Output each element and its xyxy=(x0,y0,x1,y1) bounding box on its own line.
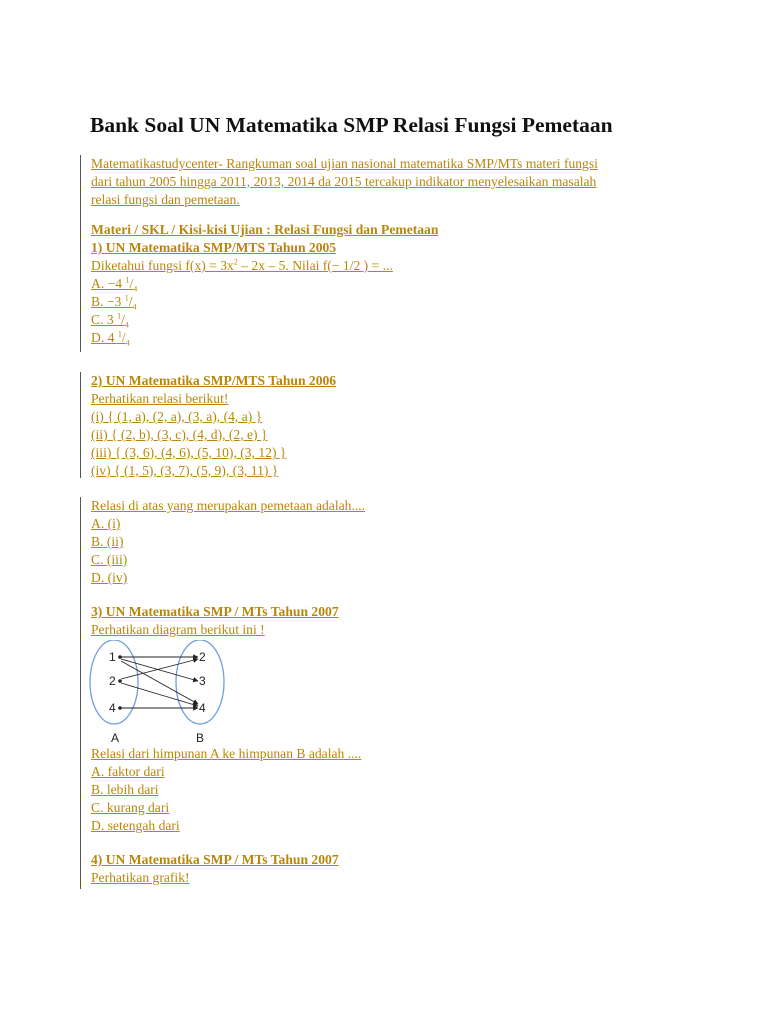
q2-line-5[interactable]: (iv) { (1, 5), (3, 7), (5, 9), (3, 11) } xyxy=(91,463,279,478)
q3-option-b[interactable]: B. lebih dari xyxy=(91,782,159,797)
q2-block xyxy=(80,372,336,478)
intro-line-1[interactable]: Matematikastudycenter- Rangkuman soal ujian nasional matematika SMP/MTs materi fungsi xyxy=(91,156,598,171)
q2-question[interactable]: Relasi di atas yang merupakan pemetaan adalah.... xyxy=(91,498,366,513)
intro-line-3[interactable]: relasi fungsi dan pemetaan. xyxy=(91,192,240,207)
q3-heading[interactable]: 3) UN Matematika SMP / MTs Tahun 2007 xyxy=(91,604,339,619)
q2-option-b[interactable]: B. (ii) xyxy=(91,534,124,549)
q3-option-c[interactable]: C. kurang dari xyxy=(91,800,170,815)
q3-option-a[interactable]: A. faktor dari xyxy=(91,764,165,779)
q4-stem[interactable]: Perhatikan grafik! xyxy=(91,870,190,885)
page-title: Bank Soal UN Matematika SMP Relasi Fungsi Pemetaan xyxy=(90,113,613,137)
node-a-2 xyxy=(118,679,122,683)
q2-line-4[interactable]: (iii) { (3, 6), (4, 6), (5, 10), (3, 12) } xyxy=(91,445,287,460)
q2-line-2[interactable]: (i) { (1, a), (2, a), (3, a), (4, a) } xyxy=(91,409,263,424)
section-heading[interactable]: Materi / SKL / Kisi-kisi Ujian : Relasi Fungsi dan Pemetaan xyxy=(91,222,439,237)
q2-heading[interactable]: 2) UN Matematika SMP/MTS Tahun 2006 xyxy=(91,373,337,388)
intro-q1-block xyxy=(80,155,598,352)
arrow-2-4 xyxy=(121,683,198,706)
set-b-label: B xyxy=(196,731,205,745)
q2-option-c[interactable]: C. (iii) xyxy=(91,552,128,567)
q1-option-b[interactable]: B. −3 $^1/_4$ xyxy=(91,293,137,312)
set-b-element-4: 4 xyxy=(199,701,206,715)
arrow-1-4 xyxy=(121,661,198,704)
q1-heading[interactable]: 1) UN Matematika SMP/MTS Tahun 2005 xyxy=(91,240,337,255)
node-a-1 xyxy=(118,655,122,659)
intro-line-2[interactable]: dari tahun 2005 hingga 2011, 2013, 2014 da 2015 tercakup indikator menyelesaikan masalah xyxy=(91,174,597,189)
q3-question[interactable]: Relasi dari himpunan A ke himpunan B adalah .... xyxy=(91,746,362,761)
q2-line-3[interactable]: (ii) { (2, b), (3, c), (4, d), (2, e) } xyxy=(91,427,268,442)
relation-arrows xyxy=(121,657,198,708)
q1-option-a[interactable]: A. −4 $^1/_4$ xyxy=(91,275,138,294)
q2-line-1[interactable]: Perhatikan relasi berikut! xyxy=(91,391,229,406)
q1-option-c[interactable]: C. 3 $^1/_4$ xyxy=(91,311,129,330)
q1-option-d[interactable]: D. 4 $^1/_4$ xyxy=(91,329,130,348)
q3-stem[interactable]: Perhatikan diagram berikut ini ! xyxy=(91,622,265,637)
q2-option-d[interactable]: D. (iv) xyxy=(91,570,128,585)
q2-option-a[interactable]: A. (i) xyxy=(91,516,121,531)
set-a-element-1: 1 xyxy=(109,650,116,664)
set-a-element-2: 2 xyxy=(109,674,116,688)
set-a-label: A xyxy=(111,731,120,745)
node-a-4 xyxy=(118,706,122,710)
set-a-element-4: 4 xyxy=(109,701,116,715)
q3-option-d[interactable]: D. setengah dari xyxy=(91,818,180,833)
q4-heading[interactable]: 4) UN Matematika SMP / MTs Tahun 2007 xyxy=(91,852,339,867)
arrow-diagram xyxy=(88,640,228,746)
q1-stem[interactable]: Diketahui fungsi $f(x) = 3x^2 - 2x - 5$. Nilai f(− 1/2 ) = ... xyxy=(91,257,393,273)
set-b-element-3: 3 xyxy=(199,674,206,688)
set-b-element-2: 2 xyxy=(199,650,206,664)
